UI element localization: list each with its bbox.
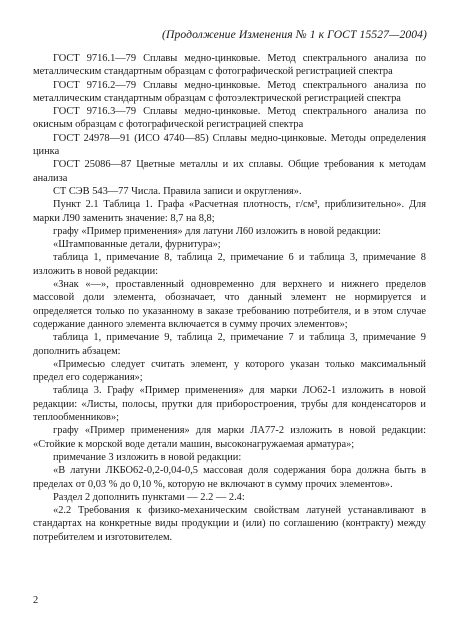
paragraph: «Знак «—», проставленный одновременно для верхнего и нижнего пределов массовой доли элемента, обозначает, что данный элемент не нормируется и определяется только по указанному в заказе требованию потребителя, и в этом случае содержание данного элемента включается в сумму прочих элементов»; bbox=[33, 279, 426, 330]
paragraph: «Примесью следует считать элемент, у которого указан только максимальный предел его содержания»; bbox=[33, 358, 426, 384]
document-body bbox=[33, 52, 426, 544]
paragraph: таблица 1, примечание 9, таблица 2, примечание 7 и таблица 3, примечание 9 дополнить абзацем: bbox=[33, 332, 426, 357]
paragraph: таблица 1, примечание 8, таблица 2, примечание 6 и таблица 3, примечание 8 изложить в новой редакции: bbox=[33, 252, 426, 277]
running-header: (Продолжение Изменения № 1 к ГОСТ 15527—2004) bbox=[162, 28, 427, 41]
paragraph: СТ СЭВ 543—77 Числа. Правила записи и округления». bbox=[53, 185, 302, 197]
paragraph: графу «Пример применения» для марки ЛА77-2 изложить в новой редакции: «Стойкие к морской воде детали машин, высоконагружаемая арматура»; bbox=[33, 425, 426, 450]
page-number: 2 bbox=[33, 595, 39, 606]
paragraph: ГОСТ 24978—91 (ИСО 4740—85) Сплавы медно-цинковые. Методы определения цинка bbox=[33, 132, 426, 158]
paragraph: «В латуни ЛКБО62-0,2-0,04-0,5 массовая доля содержания бора должна быть в пределах от 0,03 % до 0,10 %, которую не включают в сумму прочих элементов». bbox=[33, 465, 426, 490]
paragraph: ГОСТ 9716.3—79 Сплавы медно-цинковые. Метод спектрального анализа по окисным образцам с фотографической регистрацией спектра bbox=[33, 106, 426, 131]
paragraph: Раздел 2 дополнить пунктами — 2.2 — 2.4: bbox=[53, 491, 245, 503]
paragraph: «2.2 Требования к физико-механическим свойствам латуней устанавливают в стандартах на конкретные виды продукции и (или) по соглашению (контракту) между потребителем и изготовителем. bbox=[33, 505, 426, 543]
paragraph: графу «Пример применения» для латуни Л60 изложить в новой редакции: bbox=[53, 225, 381, 237]
paragraph: Пункт 2.1 Таблица 1. Графа «Расчетная плотность, г/см³, приблизительно». Для марки Л90 заменить значение: 8,7 на 8,8; bbox=[33, 199, 426, 224]
paragraph: таблица 3. Графу «Пример применения» для марки ЛО62-1 изложить в новой редакции: «Листы, полосы, прутки для приборостроения, трубы для конденсаторов и теплообменников»; bbox=[33, 385, 426, 424]
paragraph: ГОСТ 25086—87 Цветные металлы и их сплавы. Общие требования к методам анализа bbox=[33, 159, 426, 184]
paragraph: ГОСТ 9716.1—79 Сплавы медно-цинковые. Метод спектрального анализа по металлическим стандартным образцам с фотографической регистрацией спектра bbox=[33, 53, 426, 78]
paragraph: ГОСТ 9716.2—79 Сплавы медно-цинковые. Метод спектрального анализа по металлическим стандартным образцам с фотоэлектрической регистрацией спектра bbox=[33, 79, 426, 104]
paragraph: примечание 3 изложить в новой редакции: bbox=[53, 451, 242, 463]
paragraph: «Штампованные детали, фурнитура»; bbox=[53, 239, 221, 251]
